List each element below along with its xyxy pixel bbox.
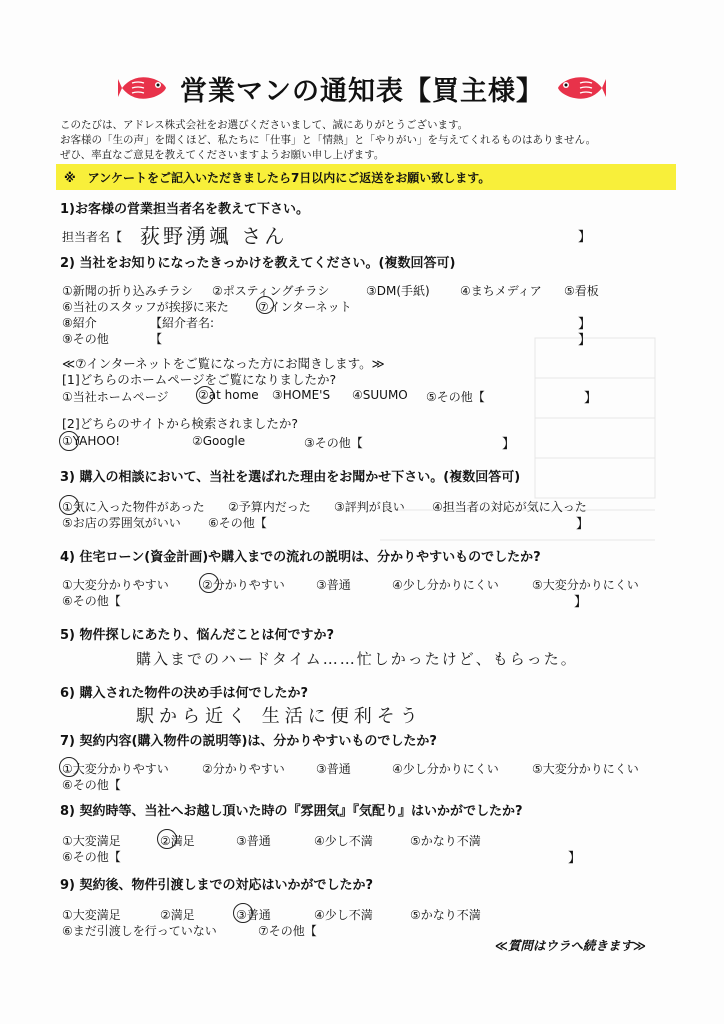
option-other-delivery[interactable]: ⑦その他【 — [258, 924, 317, 938]
question-6: 6) 購入された物件の決め手は何でしたか? — [60, 686, 309, 701]
bracket-open: 【 — [150, 332, 163, 346]
option-posting-flyer[interactable]: ②ポスティングチラシ — [212, 284, 330, 298]
question-8: 8) 契約時等、当社へお越し頂いた時の『雰囲気』『気配り』はいかがでしたか? — [60, 804, 523, 819]
option-good-reputation[interactable]: ③評判が良い — [334, 500, 405, 514]
internet-subsection-header: ≪⑦インターネットをご覧になった方にお聞きします。≫ — [62, 356, 385, 371]
option-homes[interactable]: ③HOME'S — [272, 388, 331, 402]
option-very-unclear[interactable]: ⑤大変分かりにくい — [532, 578, 639, 592]
option-referral[interactable]: ⑧紹介 — [62, 316, 97, 330]
selected-circle — [256, 296, 274, 314]
option-google[interactable]: ②Google — [192, 434, 246, 448]
sub-question-search: [2]どちらのサイトから検索されましたか? — [62, 416, 298, 431]
question-4: 4) 住宅ローン(資金計画)や購入までの流れの説明は、分かりやすいものでしたか? — [60, 550, 541, 565]
bracket-close: 】 — [578, 333, 592, 348]
option-within-budget[interactable]: ②予算内だった — [228, 500, 311, 514]
option-other-site[interactable]: ⑤その他【 — [426, 390, 485, 404]
selected-circle — [233, 903, 253, 923]
selected-circle — [59, 431, 79, 451]
option-other-loan[interactable]: ⑥その他【 — [62, 594, 121, 608]
option-normal[interactable]: ③普通 — [316, 578, 351, 592]
decision-answer[interactable]: 駅から近く 生活に便利そう — [136, 706, 423, 727]
option-company-homepage[interactable]: ①当社ホームページ — [62, 390, 169, 404]
option-athome[interactable]: ②at home — [198, 388, 259, 402]
staff-name-label: 担当者名【 — [62, 230, 123, 244]
bracket-close: 】 — [578, 317, 592, 332]
continued-on-back-note: ≪質問はウラへ続きます≫ — [494, 938, 646, 953]
option-staff-visit[interactable]: ⑥当社のスタッフが挨拶に来た — [62, 300, 229, 314]
question-9: 9) 契約後、物件引渡しまでの対応はいかがでしたか? — [60, 878, 374, 893]
title-row — [0, 68, 724, 108]
option-very-satisfied[interactable]: ①大変満足 — [62, 908, 121, 922]
option-liked-staff[interactable]: ④担当者の対応が気に入った — [432, 500, 587, 514]
option-suumo[interactable]: ④SUUMO — [352, 388, 408, 402]
option-not-yet-delivered[interactable]: ⑥まだ引渡しを行っていない — [62, 924, 217, 938]
staff-name-answer[interactable]: 荻野湧颯 さん — [140, 224, 288, 248]
intro-line: ぜひ、率直なご意見を教えてくださいますようお願い申し上げます。 — [60, 149, 385, 161]
option-very-dissatisfied[interactable]: ⑤かなり不満 — [410, 908, 481, 922]
option-yahoo[interactable]: ①YAHOO! — [62, 434, 121, 448]
worry-answer[interactable]: 購入までのハードタイム……忙しかったけど、もらった。 — [136, 650, 578, 668]
option-other-atmosphere[interactable]: ⑥その他【 — [62, 850, 121, 864]
option-slightly-dissatisfied[interactable]: ④少し不満 — [314, 908, 373, 922]
bracket-close: 】 — [584, 391, 598, 406]
option-very-clear[interactable]: ①大変分かりやすい — [62, 578, 169, 592]
selected-circle — [59, 757, 79, 777]
question-1: 1)お客様の営業担当者名を教えて下さい。 — [60, 202, 309, 217]
option-slightly-dissatisfied[interactable]: ④少し不満 — [314, 834, 373, 848]
option-internet[interactable]: ⑦インターネット — [258, 300, 352, 314]
option-satisfied[interactable]: ②満足 — [160, 908, 195, 922]
option-other[interactable]: ⑨その他 — [62, 332, 109, 346]
option-other-reason[interactable]: ⑥その他【 — [208, 516, 267, 530]
return-notice: ※ アンケートをご記入いただきましたら7日以内にご返送をお願い致します。 — [56, 164, 676, 190]
option-shop-atmosphere[interactable]: ⑤お店の雰囲気がいい — [62, 516, 181, 530]
bracket-close: 】 — [574, 595, 588, 610]
sea-bream-icon — [554, 71, 606, 105]
option-very-clear[interactable]: ①大変分かりやすい — [62, 762, 169, 776]
option-slightly-unclear[interactable]: ④少し分かりにくい — [392, 578, 499, 592]
option-very-unclear[interactable]: ⑤大変分かりにくい — [532, 762, 639, 776]
option-slightly-unclear[interactable]: ④少し分かりにくい — [392, 762, 499, 776]
option-liked-property[interactable]: ①気に入った物件があった — [62, 500, 205, 514]
option-newspaper-flyer[interactable]: ①新聞の折り込みチラシ — [62, 284, 193, 298]
intro-text — [60, 118, 660, 163]
option-satisfied[interactable]: ②満足 — [160, 834, 195, 848]
selected-circle — [196, 386, 214, 404]
option-clear[interactable]: ②分かりやすい — [202, 578, 285, 592]
bracket-close: 】 — [576, 517, 590, 532]
sub-question-homepage: [1]どちらのホームページをご覧になりましたか? — [62, 372, 337, 387]
option-signboard[interactable]: ⑤看板 — [564, 284, 599, 298]
option-normal[interactable]: ③普通 — [236, 834, 271, 848]
bracket-close: 】 — [568, 851, 582, 866]
selected-circle — [59, 495, 79, 515]
question-5: 5) 物件探しにあたり、悩んだことは何ですか? — [60, 628, 335, 643]
question-2: 2) 当社をお知りになったきっかけを教えてください。(複数回答可) — [60, 256, 456, 271]
page-title: 営業マンの通知表【買主様】 — [180, 75, 544, 107]
referral-name-label: 【紹介者名: — [150, 316, 215, 330]
option-very-dissatisfied[interactable]: ⑤かなり不満 — [410, 834, 481, 848]
option-very-satisfied[interactable]: ①大変満足 — [62, 834, 121, 848]
option-other-engine[interactable]: ③その他【 — [304, 436, 363, 450]
intro-line: このたびは、アドレス株式会社をお選びくださいまして、誠にありがとうございます。 — [60, 119, 469, 131]
option-clear[interactable]: ②分かりやすい — [202, 762, 285, 776]
option-town-media[interactable]: ④まちメディア — [460, 284, 542, 298]
option-normal[interactable]: ③普通 — [236, 908, 271, 922]
intro-line: お客様の「生の声」を聞くほど、私たちに「仕事」と「情熱」と「やりがい」を与えてくれるものはありません。 — [60, 134, 597, 146]
selected-circle — [157, 829, 177, 849]
question-3: 3) 購入の相談において、当社を選ばれた理由をお聞かせ下さい。(複数回答可) — [60, 470, 521, 485]
option-other-contract[interactable]: ⑥その他【 — [62, 778, 121, 792]
selected-circle — [199, 573, 219, 593]
sea-bream-icon — [118, 71, 170, 105]
option-normal[interactable]: ③普通 — [316, 762, 351, 776]
bracket-close: 】 — [502, 437, 516, 452]
option-dm[interactable]: ③DM(手紙) — [366, 284, 430, 298]
bracket-close: 】 — [578, 230, 592, 245]
question-7: 7) 契約内容(購入物件の説明等)は、分かりやすいものでしたか? — [60, 734, 437, 749]
